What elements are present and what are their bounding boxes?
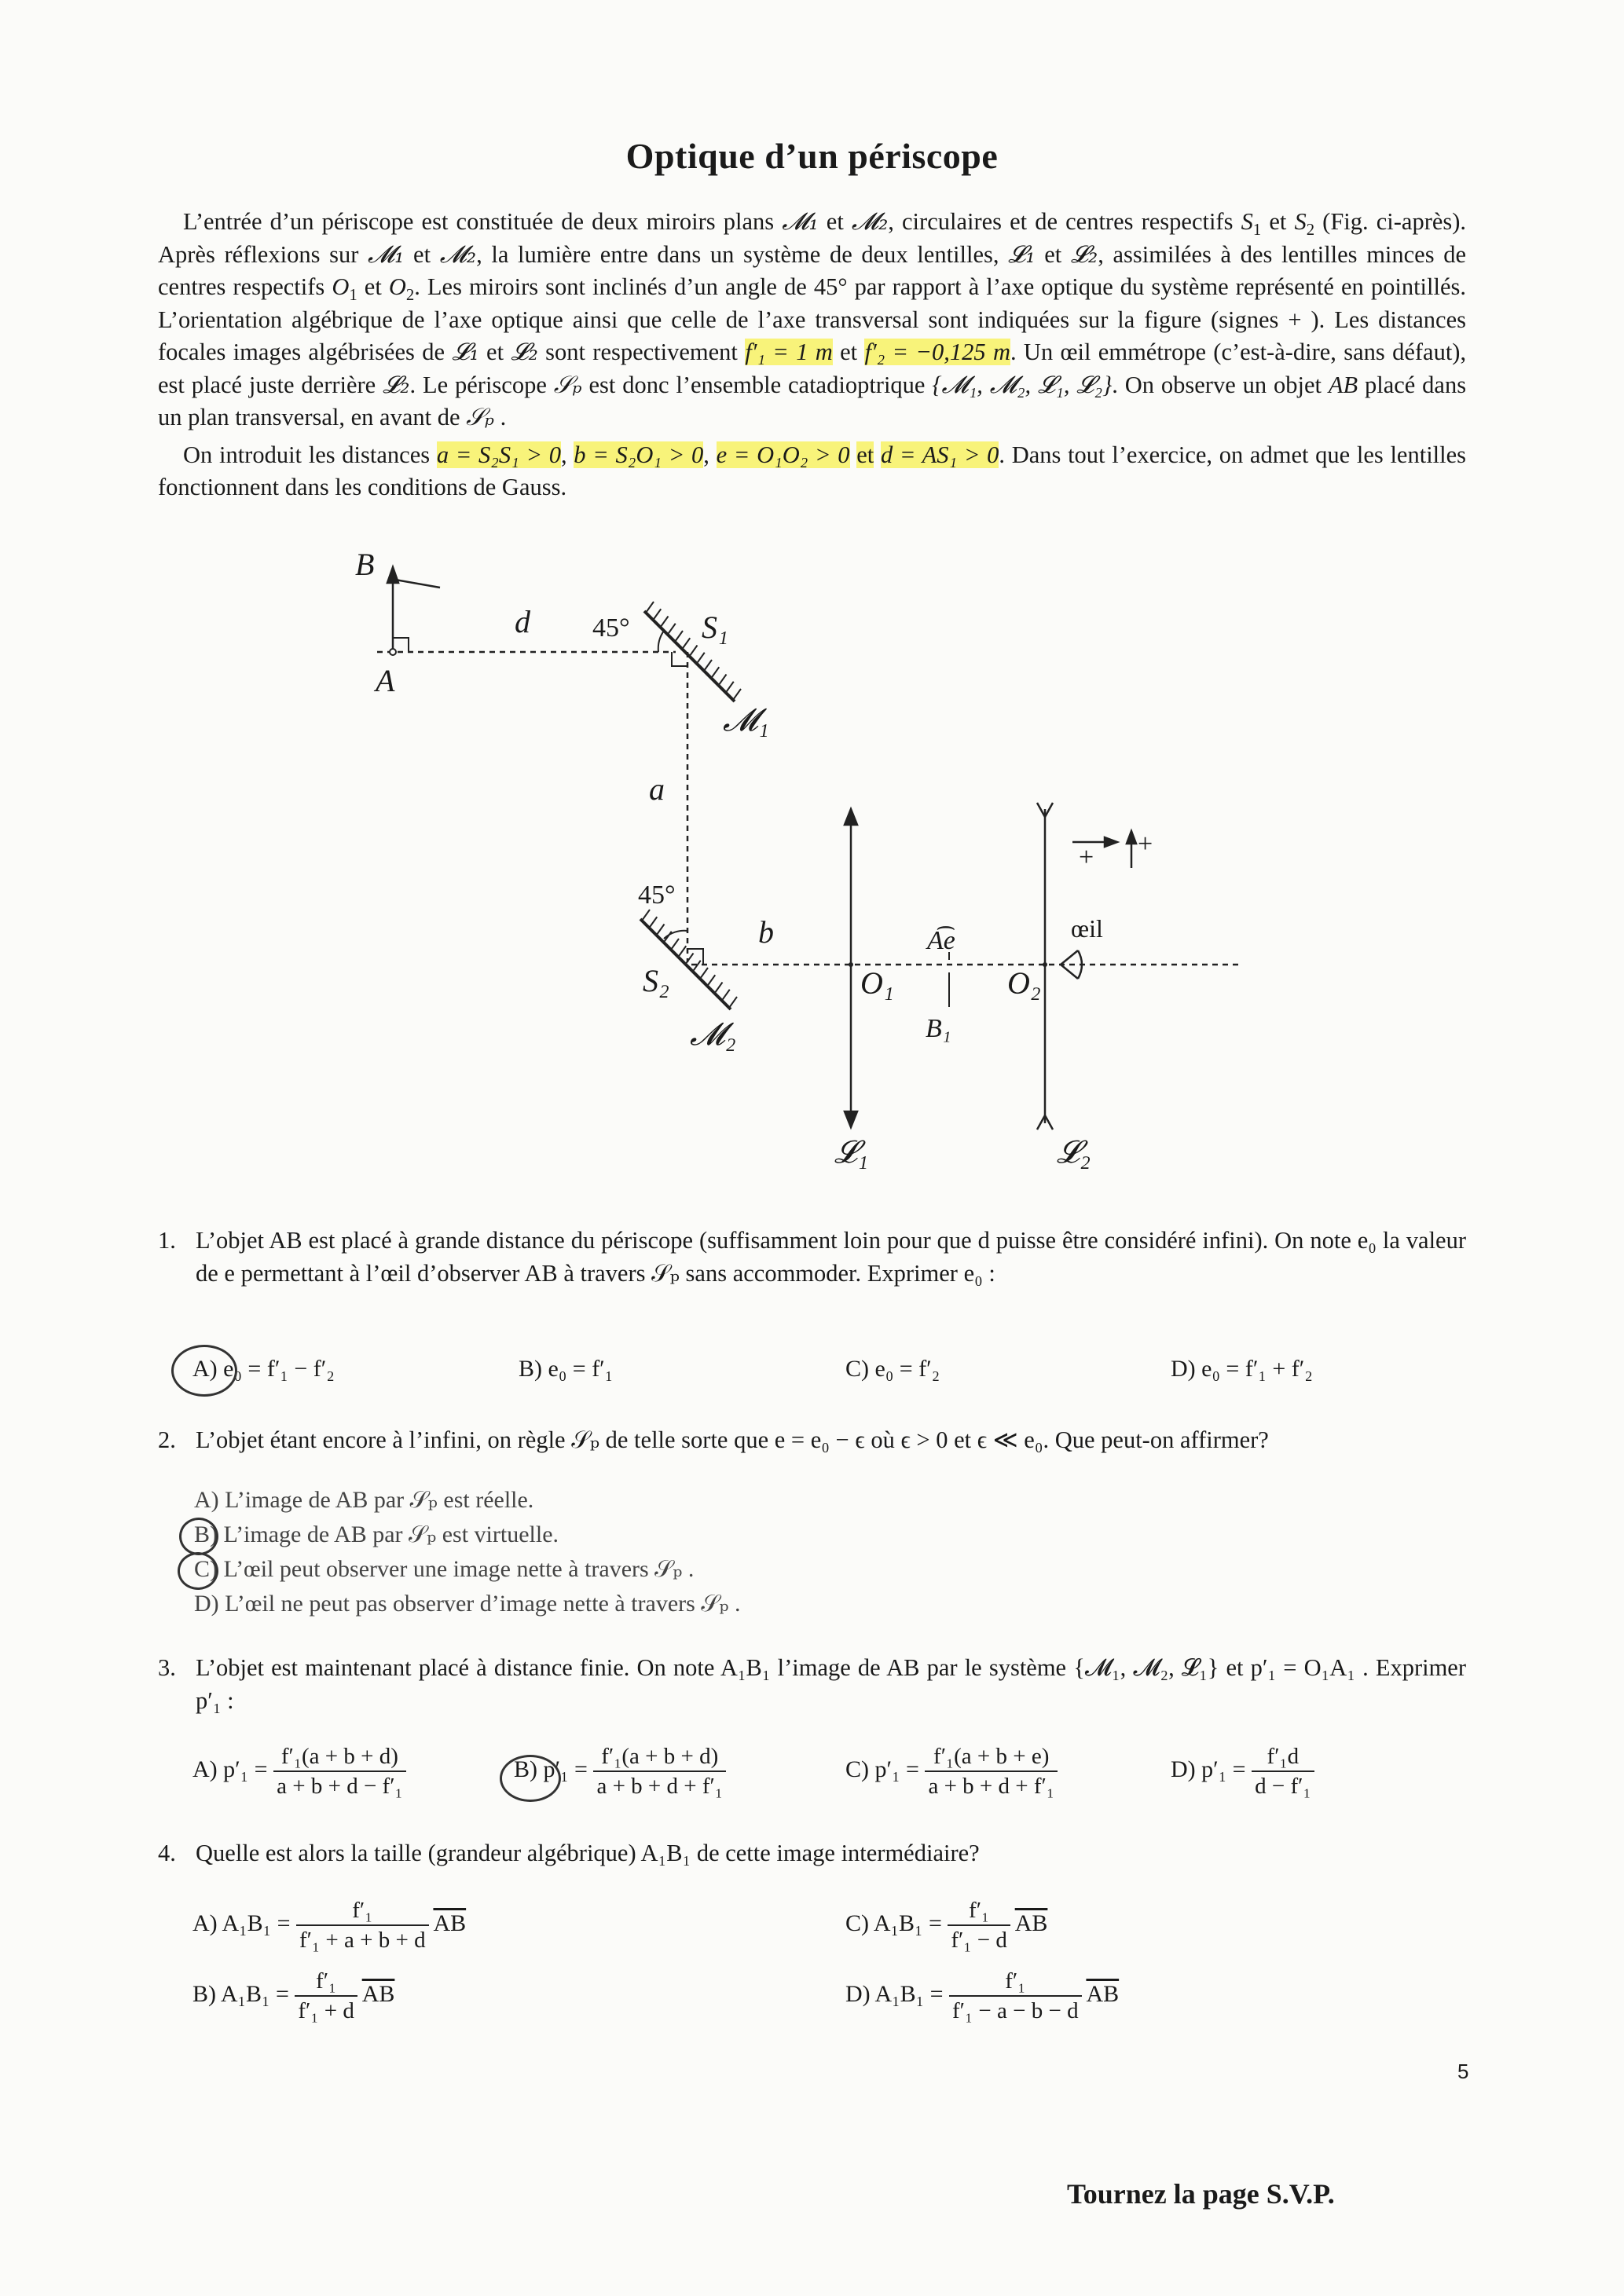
hatch-line bbox=[661, 617, 669, 628]
label-d: d bbox=[515, 604, 530, 639]
q2-option-d[interactable]: D) L’œil ne peut pas observer d’image nette à travers 𝒮ₚ . bbox=[194, 1591, 741, 1617]
hatch-line bbox=[700, 968, 708, 979]
q1-option-b[interactable]: B) e₀ = f′₁ bbox=[519, 1356, 614, 1382]
distance-a: a = S₂S₁ > 0 bbox=[436, 441, 561, 468]
q1-option-d[interactable]: D) e₀ = f′₁ + f′₂ bbox=[1171, 1356, 1313, 1382]
hatch-line bbox=[733, 689, 741, 700]
q3-option-c[interactable]: C) p′₁ = $\frac{\text{f′₁(a + b + e)}}{\text{a + b + d + f′₁}}$ bbox=[845, 1742, 1058, 1800]
page-title: Optique d’un périscope bbox=[625, 136, 999, 176]
label-s2: S₂ bbox=[643, 963, 669, 998]
handwritten-label-a1e: A͡e bbox=[927, 926, 955, 955]
hatch-line bbox=[653, 609, 661, 620]
q4-option-d[interactable]: D) A₁B₁ = $\frac{\text{f′₁}}{\text{f′₁ − a − b − d}}$ $\overline{AB}$ bbox=[845, 1968, 1120, 2023]
question-1: 1. L’objet AB est placé à grande distance du périscope (suffisamment loin pour que d puisse être considéré infini). On note e₀ la valeur de e permettant à l’œil d’observer AB à travers 𝒮ₚ sans accommoder. Exprimer e₀ : bbox=[158, 1224, 1466, 1302]
question-3-text: L’objet est maintenant placé à distance finie. On note A₁B₁ l’image de AB par le système {𝓜₁, 𝓜₂, 𝓛₁} et p′₁ = O₁A₁ . Exprimer p′₁ : bbox=[196, 1654, 1466, 1714]
hatch-line bbox=[697, 653, 705, 664]
hatch-line bbox=[682, 638, 690, 649]
handwritten-circle-q3-b bbox=[500, 1755, 561, 1802]
label-b-distance: b bbox=[758, 914, 774, 950]
handwritten-circle-q1-a bbox=[171, 1345, 237, 1397]
focal-length-f1: f′₁ = 1 m bbox=[745, 339, 833, 365]
focal-length-f2: f′₂ = −0,125 m bbox=[864, 339, 1010, 365]
hatch-line bbox=[719, 675, 727, 686]
hatch-line bbox=[729, 997, 737, 1008]
question-3: 3. L’objet est maintenant placé à distance finie. On note A₁B₁ l’image de AB par le système {𝓜₁, 𝓜₂, 𝓛₁} et p′₁ = O₁A₁ . Exprimer p′₁ : bbox=[158, 1651, 1466, 1722]
distance-d: d = AS₁ > 0 bbox=[880, 441, 999, 468]
q2-option-c[interactable]: C) L’œil peut observer une image nette à travers 𝒮ₚ . bbox=[194, 1556, 695, 1582]
label-a: A bbox=[376, 663, 395, 698]
hatch-line bbox=[668, 624, 676, 635]
hatch-line bbox=[678, 946, 686, 957]
label-l1: 𝓛₁ bbox=[834, 1134, 868, 1170]
question-2: 2. L’objet étant encore à l’infini, on règle 𝒮ₚ de telle sorte que e = e₀ − ϵ où ϵ > 0 et ϵ ≪ e₀. Que peut-on affirmer? bbox=[158, 1423, 1466, 1494]
intro-paragraph-1: L’entrée d’un périscope est constituée de deux miroirs plans 𝓜₁ et 𝓜₂, circulaires et de centres respectifs $S_1$ et $S_2$ (Fig. ci-après). Après réflexions sur 𝓜₁ et 𝓜₂, la lumière entre dans un système de deux lentilles, 𝓛₁ et 𝓛₂, assimilées à des lentilles minces de centres respectifs $O_1$ et $O_2$. Les miroirs sont inclinés d’un angle de 45° par rapport à l’axe optique du système représenté en pointillés. L’orientation algébrique de l’axe optique ainsi que celle de l’axe transversal sont indiquées sur la figure (signes + ). Les distances focales images algébrisées de 𝓛₁ et 𝓛₂ sont respectivement f′₁ = 1 m et f′₂ = −0,125 m. Un œil emmétrope (c’est-à-dire, sans défaut), est placé juste derrière 𝓛₂. Le périscope 𝒮ₚ est donc l’ensemble catadioptrique {𝓜₁, 𝓜₂, 𝓛₁, 𝓛₂}. On observe un objet AB placé dans un plan transversal, en avant de 𝒮ₚ . bbox=[158, 208, 1467, 431]
q2-option-b[interactable]: B) L’image de AB par 𝒮ₚ est virtuelle. bbox=[194, 1522, 559, 1547]
handwritten-circle-q2-c bbox=[178, 1552, 218, 1590]
question-2-text: L’objet étant encore à l’infini, on règle 𝒮ₚ de telle sorte que e = e₀ − ϵ où ϵ > 0 et ϵ ≪ e₀. Que peut-on affirmer? bbox=[196, 1426, 1269, 1453]
label-plus-vertical: + bbox=[1138, 829, 1153, 859]
hatch-line bbox=[693, 961, 701, 972]
hatch-line bbox=[671, 939, 679, 950]
q2-option-a[interactable]: A) L’image de AB par 𝒮ₚ est réelle. bbox=[194, 1487, 534, 1513]
hatch-line bbox=[649, 917, 657, 928]
label-angle-top: 45° bbox=[592, 613, 630, 643]
hatch-line bbox=[711, 667, 719, 678]
handwritten-circle-q2-b bbox=[179, 1518, 218, 1555]
page-number: 5 bbox=[1457, 2060, 1469, 2083]
ray-from-b bbox=[395, 580, 440, 588]
q4-option-c[interactable]: C) A₁B₁ = $\frac{\text{f′₁}}{\text{f′₁ − d}}$ $\overline{AB}$ bbox=[845, 1898, 1048, 1953]
label-s1: S₁ bbox=[702, 610, 728, 645]
label-o1: O₁ bbox=[860, 965, 894, 1001]
hatch-line bbox=[715, 983, 723, 994]
label-b: B bbox=[355, 547, 375, 582]
question-4-text: Quelle est alors la taille (grandeur algébrique) A₁B₁ de cette image intermédiaire? bbox=[196, 1840, 980, 1866]
label-o2: O₂ bbox=[1007, 965, 1041, 1001]
label-l2: 𝓛₂ bbox=[1057, 1134, 1091, 1170]
intro-paragraph-2: On introduit les distances a = S₂S₁ > 0, b = S₂O₁ > 0, e = O₁O₂ > 0 et d = AS₁ > 0. Dans tout l’exercice, on admet que les lentilles fonctionnent dans les conditions de Gauss. bbox=[158, 441, 1467, 500]
q3-option-b[interactable]: B) p′₁ = $\frac{\text{f′₁(a + b + d)}}{\text{a + b + d + f′₁}}$ bbox=[514, 1742, 726, 1800]
question-4: 4. Quelle est alors la taille (grandeur algébrique) A₁B₁ de cette image intermédiaire? bbox=[158, 1836, 1466, 1876]
hatch-line bbox=[657, 925, 665, 936]
label-oeil: œil bbox=[1071, 914, 1103, 943]
label-a-distance: a bbox=[649, 771, 665, 807]
label-angle-bottom: 45° bbox=[638, 881, 676, 910]
hatch-line bbox=[642, 910, 650, 921]
hatch-line bbox=[704, 660, 712, 671]
q4-option-b[interactable]: B) A₁B₁ = $\frac{\text{f′₁}}{\text{f′₁ + d}}$ $\overline{AB}$ bbox=[192, 1968, 395, 2023]
label-plus-horizontal: + bbox=[1079, 843, 1094, 872]
q3-option-d[interactable]: D) p′₁ = $\frac{\text{f′₁d}}{\text{d − f′₁}}$ bbox=[1171, 1742, 1314, 1800]
handwritten-label-b1: B₁ bbox=[926, 1014, 951, 1043]
hatch-line bbox=[690, 646, 698, 657]
label-m2: 𝓜₂ bbox=[690, 1016, 736, 1052]
hatch-line bbox=[646, 602, 654, 613]
hatch-line bbox=[675, 631, 683, 642]
distance-e: e = O₁O₂ > 0 bbox=[716, 441, 850, 468]
hatch-line bbox=[726, 682, 734, 693]
q3-option-a[interactable]: A) p′₁ = $\frac{\text{f′₁(a + b + d)}}{\text{a + b + d − f′₁}}$ bbox=[192, 1742, 406, 1800]
footer-turn-page: Tournez la page S.V.P. bbox=[1067, 2178, 1335, 2210]
q1-option-c[interactable]: C) e₀ = f′₂ bbox=[845, 1356, 940, 1382]
q4-option-a[interactable]: A) A₁B₁ = $\frac{\text{f′₁}}{\text{f′₁ + a + b + d}}$ $\overline{AB}$ bbox=[192, 1898, 467, 1953]
q1-option-a[interactable]: A) e₀ = f′₁ − f′₂ bbox=[192, 1356, 335, 1382]
question-1-text: L’objet AB est placé à grande distance du périscope (suffisamment loin pour que d puisse être considéré infini). On note e₀ la valeur de e permettant à l’œil d’observer AB à travers 𝒮ₚ sans accommoder. Exprimer e₀ : bbox=[196, 1227, 1466, 1287]
label-m1: 𝓜₁ bbox=[723, 702, 769, 738]
hatch-line bbox=[722, 990, 730, 1001]
distance-b: b = S₂O₁ > 0 bbox=[574, 441, 704, 468]
hatch-line bbox=[707, 975, 715, 986]
